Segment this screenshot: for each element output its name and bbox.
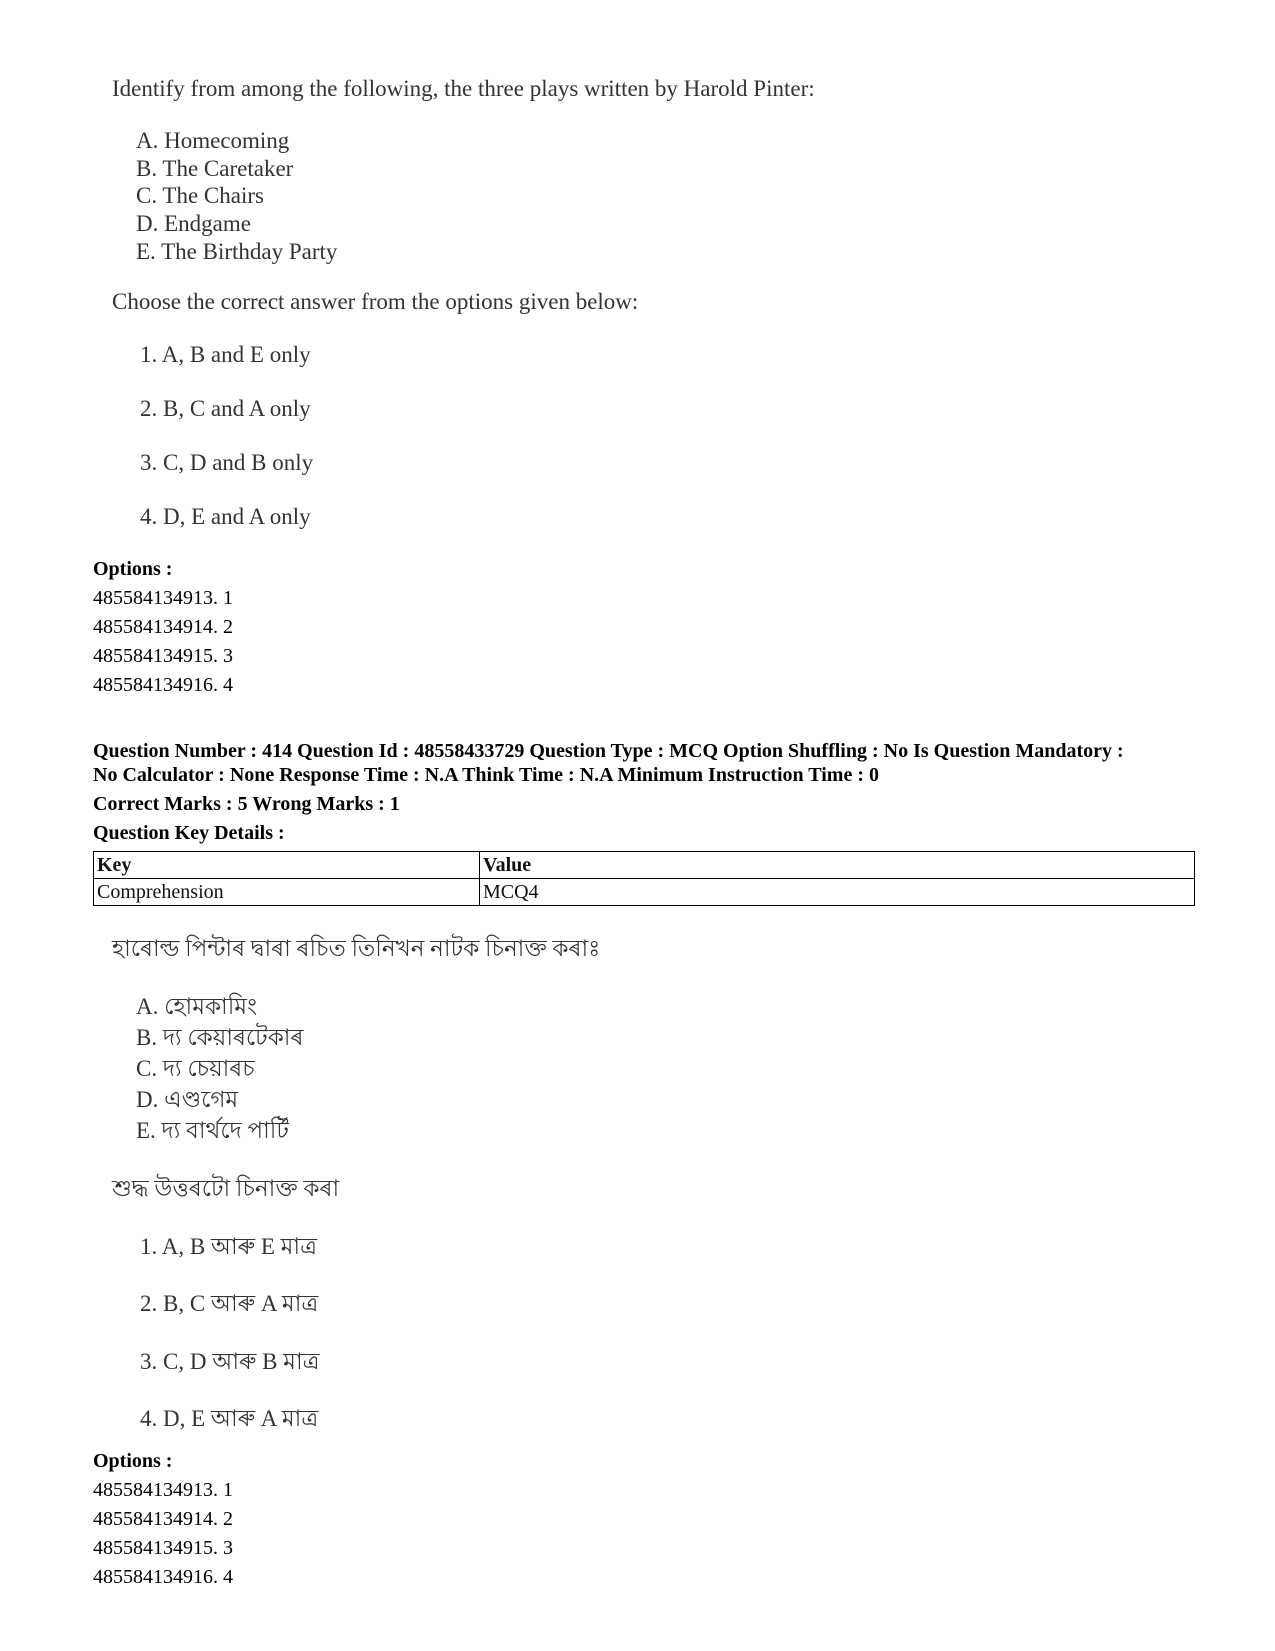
question-1-item: B. The Caretaker xyxy=(136,156,294,181)
question-2-option: 485584134913. 1 xyxy=(93,1479,233,1501)
question-2-key-details-heading: Question Key Details : xyxy=(93,822,285,844)
question-2-choice: 4. D, E আৰু A মাত্ৰ xyxy=(140,1406,319,1431)
table-header-cell: Key xyxy=(94,852,480,879)
question-1-item: E. The Birthday Party xyxy=(136,239,338,264)
question-1-option: 485584134915. 3 xyxy=(93,645,233,667)
question-2-choice: 3. C, D আৰু B মাত্ৰ xyxy=(140,1349,320,1374)
question-2-option: 485584134914. 2 xyxy=(93,1508,233,1530)
question-2-marks: Correct Marks : 5 Wrong Marks : 1 xyxy=(93,793,400,815)
question-2-option: 485584134916. 4 xyxy=(93,1566,233,1588)
table-header-row xyxy=(94,852,1195,879)
question-2-item: C. দ্য চেয়াৰচ xyxy=(136,1056,255,1081)
table-cell: Comprehension xyxy=(94,879,480,906)
question-2-options-heading: Options : xyxy=(93,1450,173,1472)
question-2-choice: 1. A, B আৰু E মাত্ৰ xyxy=(140,1234,317,1259)
question-2-item: A. হোমকামিং xyxy=(136,994,257,1019)
question-1-choice: 1. A, B and E only xyxy=(140,342,311,367)
question-1-item: D. Endgame xyxy=(136,211,251,236)
question-1-options-heading: Options : xyxy=(93,558,173,580)
question-1-item: A. Homecoming xyxy=(136,128,290,153)
table-header-cell: Value xyxy=(480,852,1195,879)
question-2-instruction: শুদ্ধ উত্তৰটো চিনাক্ত কৰা xyxy=(112,1176,340,1201)
question-2-item: B. দ্য কেয়াৰটেকাৰ xyxy=(136,1025,304,1050)
question-1-option: 485584134914. 2 xyxy=(93,616,233,638)
question-2-meta-line2: No Calculator : None Response Time : N.A Think Time : N.A Minimum Instruction Time : 0 xyxy=(93,764,879,786)
question-1-instruction: Choose the correct answer from the options given below: xyxy=(112,289,639,314)
table-row xyxy=(94,879,1195,906)
question-2-stem: হাৰোল্ড পিন্টাৰ দ্বাৰা ৰচিত তিনিখন নাটক চিনাক্ত কৰাঃ xyxy=(112,936,601,961)
question-1-stem: Identify from among the following, the three plays written by Harold Pinter: xyxy=(112,76,815,101)
question-2-option: 485584134915. 3 xyxy=(93,1537,233,1559)
question-1-option: 485584134913. 1 xyxy=(93,587,233,609)
question-1-choice: 3. C, D and B only xyxy=(140,450,314,475)
question-2-item: D. এণ্ডগেম xyxy=(136,1087,239,1112)
question-1-option: 485584134916. 4 xyxy=(93,674,233,696)
question-2-choice: 2. B, C আৰু A মাত্ৰ xyxy=(140,1291,319,1316)
question-1-item: C. The Chairs xyxy=(136,183,264,208)
question-1-choice: 2. B, C and A only xyxy=(140,396,311,421)
question-1-choice: 4. D, E and A only xyxy=(140,504,311,529)
question-2-meta-line1: Question Number : 414 Question Id : 48558433729 Question Type : MCQ Option Shuffling : No Is Question Mandatory : xyxy=(93,740,1124,762)
question-key-table xyxy=(93,851,1195,906)
table-cell: MCQ4 xyxy=(480,879,1195,906)
question-2-item: E. দ্য বাৰ্থদে পাৰ্টি xyxy=(136,1118,289,1143)
